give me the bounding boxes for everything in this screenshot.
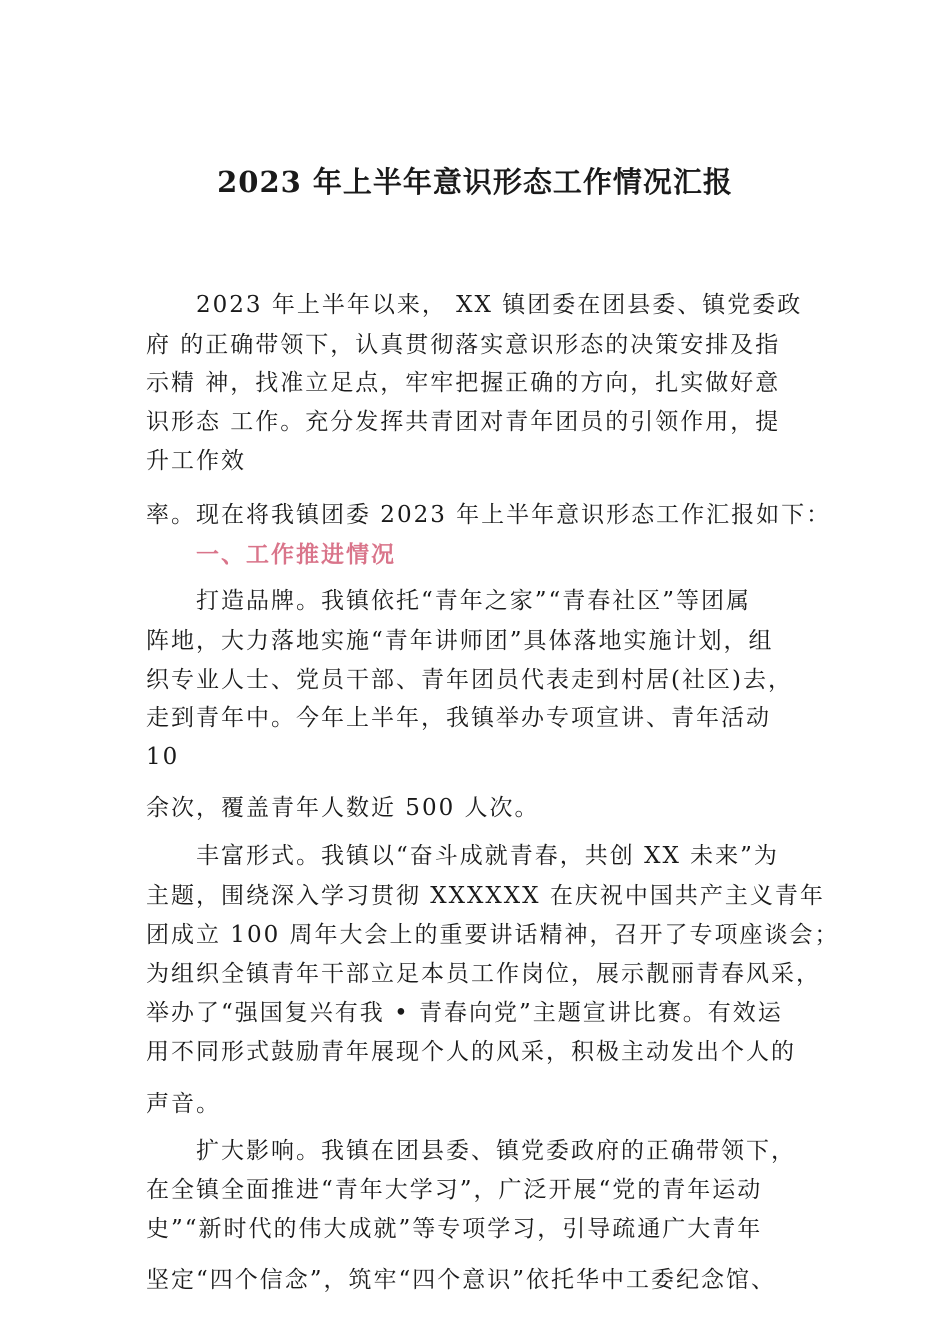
paragraph-line: 示精 神，找准立足点，牢牢把握正确的方向，扎实做好意	[146, 370, 781, 396]
paragraph-line: 率。现在将我镇团委 2023 年上半年意识形态工作汇报如下：	[146, 502, 832, 528]
paragraph-line: 坚定“四个信念”，筑牢“四个意识”依托华中工委纪念馆、	[146, 1267, 777, 1293]
section-heading: 一、工作推进情况	[196, 541, 396, 568]
paragraph-line: 2023 年上半年以来， XX 镇团委在团县委、镇党委政	[196, 292, 803, 318]
paragraph-line: 丰富形式。我镇以“奋斗成就青春，共创 XX 未来”为	[196, 843, 779, 869]
paragraph-line: 升工作效	[146, 448, 246, 474]
paragraph-line: 府 的正确带领下，认真贯彻落实意识形态的决策安排及指	[146, 332, 781, 358]
document-title: 2023 年上半年意识形态工作情况汇报	[217, 165, 733, 199]
paragraph-line: 阵地，大力落地实施“青年讲师团”具体落地实施计划，组	[146, 628, 774, 654]
paragraph-line: 举办了“强国复兴有我 • 青春向党”主题宣讲比赛。有效运	[146, 1000, 783, 1026]
paragraph-line: 扩大影响。我镇在团县委、镇党委政府的正确带领下，	[196, 1138, 796, 1164]
paragraph-line: 为组织全镇青年干部立足本员工作岗位，展示靓丽青春风采，	[146, 961, 821, 987]
paragraph-line: 在全镇全面推进“青年大学习”，广泛开展“党的青年运动	[146, 1177, 763, 1203]
paragraph-line: 10	[146, 744, 180, 770]
paragraph-line: 打造品牌。我镇依托“青年之家”“青春社区”等团属	[196, 588, 752, 614]
paragraph-line: 识形态 工作。充分发挥共青团对青年团员的引领作用，提	[146, 409, 781, 435]
paragraph-line: 声音。	[146, 1091, 221, 1117]
paragraph-line: 余次，覆盖青年人数近 500 人次。	[146, 795, 540, 821]
paragraph-line: 走到青年中。今年上半年，我镇举办专项宣讲、青年活动	[146, 705, 771, 731]
paragraph-line: 用不同形式鼓励青年展现个人的风采，积极主动发出个人的	[146, 1039, 796, 1065]
paragraph-line: 史”“新时代的伟大成就”等专项学习，引导疏通广大青年	[146, 1216, 763, 1242]
paragraph-line: 团成立 100 周年大会上的重要讲话精神，召开了专项座谈会；	[146, 922, 840, 948]
paragraph-line: 主题，围绕深入学习贯彻 XXXXXX 在庆祝中国共产主义青年	[146, 883, 825, 909]
paragraph-line: 织专业人士、党员干部、青年团员代表走到村居(社区)去，	[146, 667, 793, 693]
